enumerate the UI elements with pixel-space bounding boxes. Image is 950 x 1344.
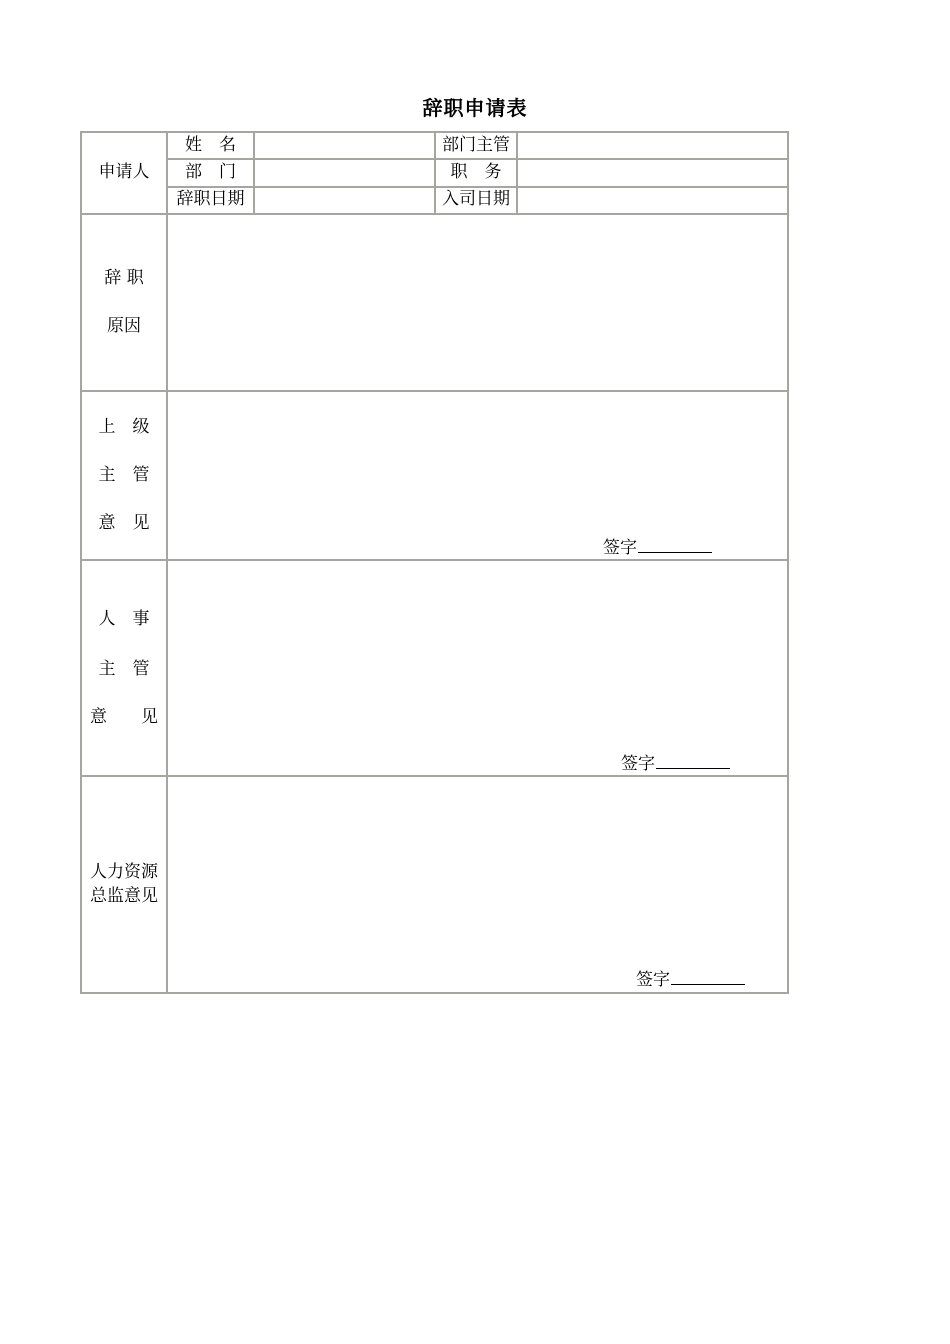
hr-manager-label-line2: 主 管 (98, 659, 150, 679)
join-date-label: 入司日期 (442, 189, 510, 209)
signature-label: 签字 (603, 538, 637, 558)
position-label: 职 务 (450, 162, 502, 182)
superior-opinion-field[interactable] (168, 393, 786, 533)
reason-field[interactable] (168, 216, 786, 389)
hr-director-label-line2: 总监意见 (90, 886, 158, 906)
row-divider (80, 559, 788, 561)
page-title: 辞职申请表 (422, 96, 528, 120)
name-label: 姓 名 (185, 135, 236, 155)
dept-label: 部 门 (185, 162, 236, 182)
hr-director-label-line1: 人力资源 (90, 862, 158, 882)
hr-manager-opinion-field[interactable] (168, 562, 786, 750)
superior-label-line3: 意 见 (98, 513, 150, 533)
hr-director-signature[interactable] (636, 970, 745, 989)
row-divider (167, 186, 788, 188)
row-divider (80, 390, 788, 392)
hr-director-opinion-field[interactable] (168, 778, 786, 966)
dept-field[interactable] (255, 164, 434, 185)
signature-line[interactable] (656, 754, 730, 769)
superior-label-line2: 主 管 (98, 465, 150, 485)
row-divider (80, 775, 788, 777)
resign-date-label: 辞职日期 (176, 189, 245, 209)
hr-manager-label-line1: 人 事 (98, 609, 150, 629)
join-date-field[interactable] (518, 191, 786, 212)
supervisor-field[interactable] (518, 137, 786, 158)
name-field[interactable] (255, 137, 434, 158)
position-field[interactable] (518, 164, 786, 185)
reason-label-line2: 原因 (107, 316, 141, 336)
signature-line[interactable] (671, 970, 745, 985)
signature-label: 签字 (636, 970, 670, 990)
hr-manager-label-line3: 意 见 (90, 707, 158, 727)
signature-label: 签字 (621, 754, 655, 774)
superior-label-line1: 上 级 (98, 417, 150, 437)
hr-manager-signature[interactable] (621, 754, 730, 773)
signature-line[interactable] (638, 538, 712, 553)
superior-signature[interactable] (603, 538, 712, 557)
row-divider (167, 158, 788, 160)
applicant-label: 申请人 (98, 162, 150, 182)
resign-date-field[interactable] (255, 191, 434, 212)
reason-label-line1: 辞 职 (104, 268, 144, 288)
supervisor-label: 部门主管 (442, 135, 510, 155)
